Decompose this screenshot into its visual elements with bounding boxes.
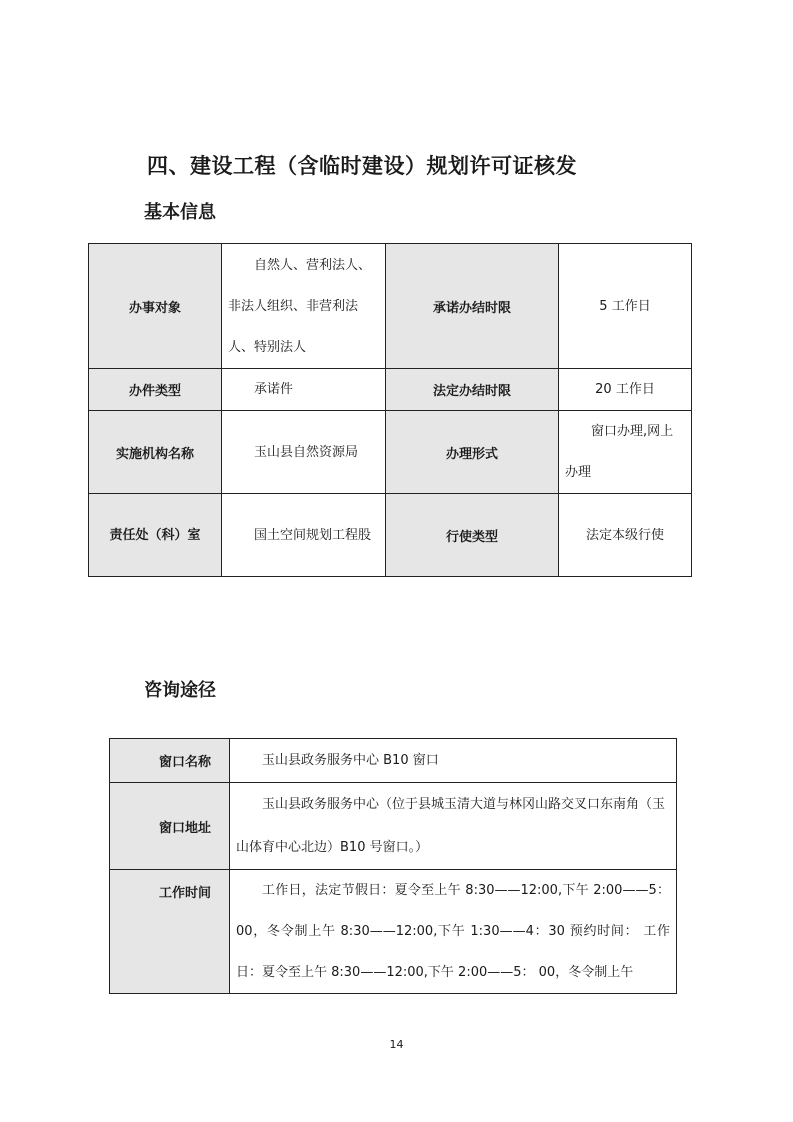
label-case-type: 办件类型	[89, 369, 222, 411]
value-window-address: 玉山县政务服务中心（位于县城玉清大道与林冈山路交叉口东南角（玉山体育中心北边）B10 号窗口。）	[230, 783, 677, 870]
value-case-type: 承诺件	[222, 369, 386, 411]
label-agency: 实施机构名称	[89, 411, 222, 494]
page-number: 14	[389, 1038, 404, 1051]
label-legal-time: 法定办结时限	[386, 369, 559, 411]
value-handling-form: 窗口办理,网上办理	[559, 411, 692, 494]
value-window-name: 玉山县政务服务中心 B10 窗口	[230, 739, 677, 783]
value-applicant: 自然人、营利法人、非法人组织、非营利法人、特别法人	[222, 244, 386, 369]
table-row	[89, 369, 692, 411]
table-row	[89, 494, 692, 577]
label-window-name: 窗口名称	[110, 739, 230, 783]
value-work-hours: 工作日，法定节假日：夏令至上午 8:30——12:00,下午 2:00——5：00，冬令制上午 8:30——12:00,下午 1:30——4：30 预约时间： 工作日：夏令至上午 8:30——12:00,下午 2:00——5： 00，冬令制上午	[230, 870, 677, 994]
label-applicant: 办事对象	[89, 244, 222, 369]
label-work-hours: 工作时间	[110, 870, 230, 994]
label-window-address: 窗口地址	[110, 783, 230, 870]
table-row	[89, 244, 692, 369]
value-agency: 玉山县自然资源局	[222, 411, 386, 494]
table-row	[110, 783, 677, 870]
label-handling-form: 办理形式	[386, 411, 559, 494]
table-row	[110, 739, 677, 783]
label-exercise-type: 行使类型	[386, 494, 559, 577]
table-row	[110, 870, 677, 994]
consult-table	[109, 738, 677, 994]
value-legal-time: 20 工作日	[559, 369, 692, 411]
label-department: 责任处（科）室	[89, 494, 222, 577]
section-title: 四、建设工程（含临时建设）规划许可证核发	[147, 154, 577, 178]
table-row	[89, 411, 692, 494]
basic-info-table	[88, 243, 692, 577]
value-promise-time: 5 工作日	[559, 244, 692, 369]
basic-info-heading: 基本信息	[144, 202, 216, 223]
value-exercise-type: 法定本级行使	[559, 494, 692, 577]
consult-heading: 咨询途径	[144, 680, 216, 701]
value-department: 国土空间规划工程股	[222, 494, 386, 577]
label-promise-time: 承诺办结时限	[386, 244, 559, 369]
